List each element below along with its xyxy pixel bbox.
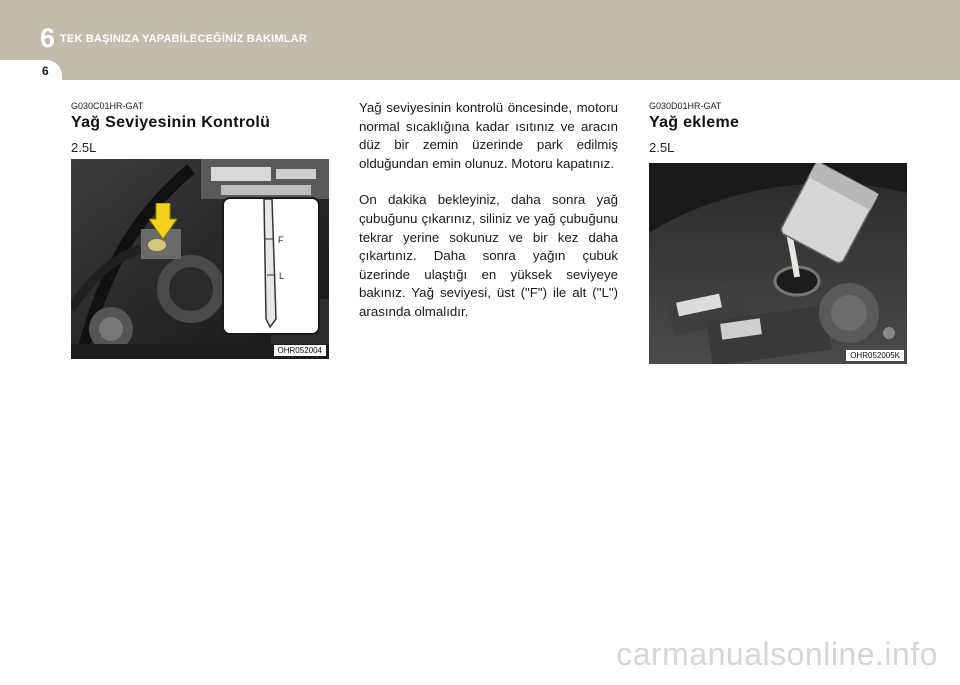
page-tab-number: 6 [42, 64, 49, 78]
section-title: Yağ Seviyesinin Kontrolü [71, 114, 271, 131]
section-title: Yağ ekleme [649, 114, 740, 131]
engine-label: 2.5L [649, 140, 675, 155]
page-tab [0, 60, 62, 80]
figure-code: OHR052005K [846, 350, 904, 361]
oil-filling-illustration [649, 163, 907, 364]
section-code: G030D01HR-GAT [649, 101, 722, 111]
paragraph-2: On dakika bekleyiniz, daha sonra yağ çubuğunu çıkarınız, siliniz ve yağ çubuğunu tekrar yerine sokunuz ve bir kez daha çıkartınız. Daha sonra yağın çubuk üzerinde ulaştığı en yüksek seviyeye bakınız. Yağ seviyesi, üst ("F") ile alt ("L") arasında olmalıdır. [359, 192, 618, 319]
paragraph-1: Yağ seviyesinin kontrolü öncesinde, motoru normal sıcaklığına kadar ısıtınız ve aracın düz bir zemin üzerinde park edilmiş olduğundan emin olunuz. Motoru kapatınız. [359, 100, 618, 171]
chapter-title: TEK BAŞINIZA YAPABİLECEĞİNİZ BAKIMLAR [60, 33, 307, 45]
dipstick-mark-full: F [278, 235, 284, 245]
dipstick-mark-low: L [279, 271, 285, 281]
section-code: G030C01HR-GAT [71, 101, 144, 111]
dipstick-inset [222, 197, 320, 335]
oil-adding-figure [649, 163, 907, 364]
dipstick-icon [224, 199, 318, 333]
chapter-number: 6 [40, 23, 56, 53]
watermark: carmanualsonline.info [616, 636, 938, 672]
dipstick-figure [71, 159, 329, 359]
arrow-down-icon [149, 203, 177, 239]
body-text [359, 99, 618, 340]
engine-label: 2.5L [71, 140, 97, 155]
figure-code: OHR052004 [274, 345, 326, 356]
